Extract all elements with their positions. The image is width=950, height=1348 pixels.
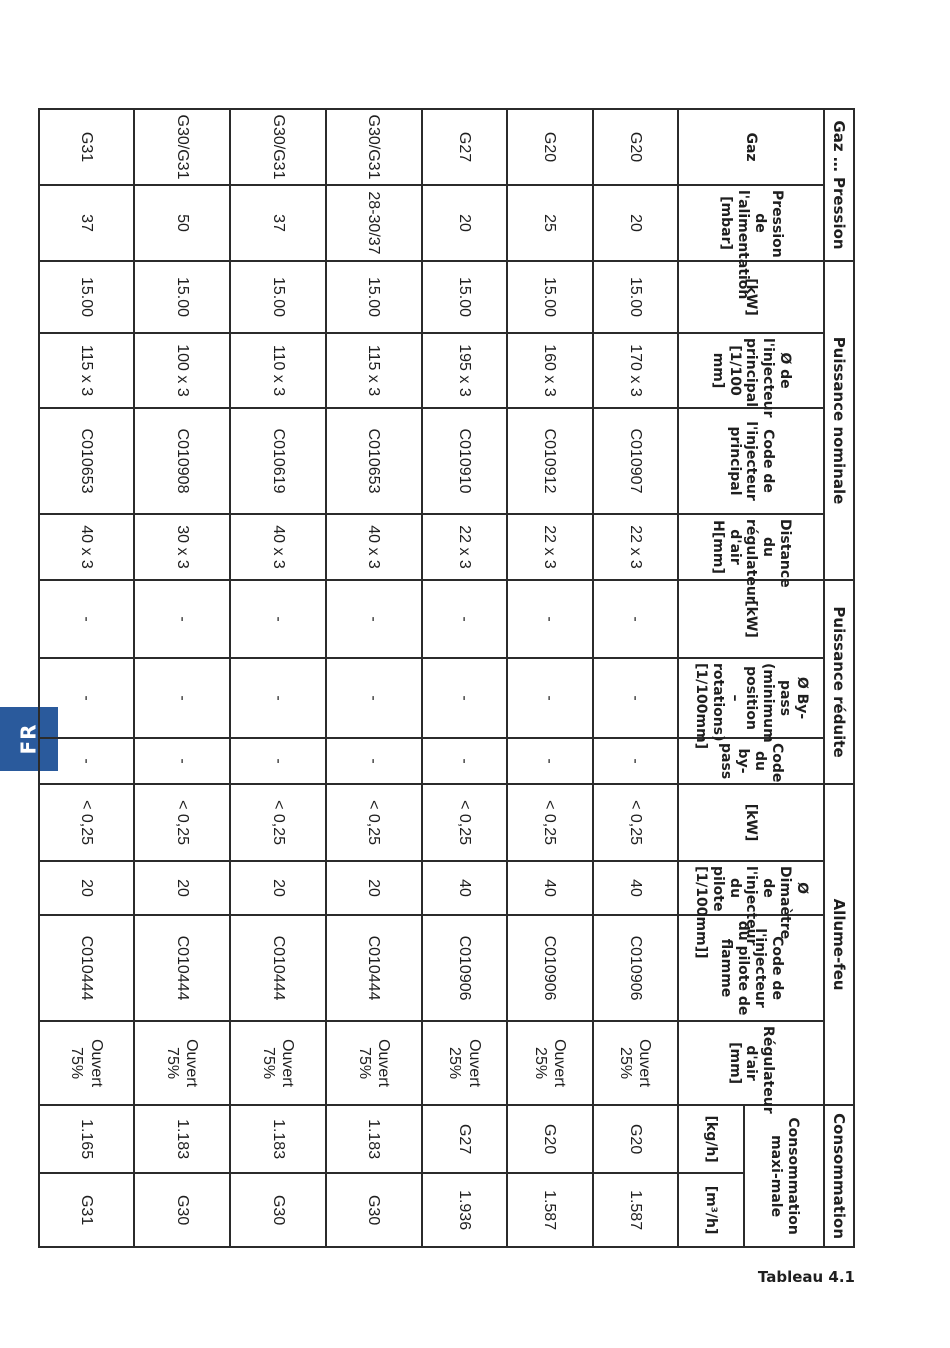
- header-regulateur-air: Régulateur d'air [mm]: [678, 1021, 824, 1105]
- cell-code: C010619: [230, 408, 326, 514]
- cell-pilote: 20: [39, 861, 135, 915]
- table-row: [422, 109, 507, 1247]
- header-distance-regulateur: Distance du régulateur d'air H[mm]: [678, 514, 824, 580]
- cell-code-pilote: C010444: [134, 915, 230, 1021]
- cell-bypass: -: [422, 658, 507, 738]
- table-wrapper: [68, 108, 855, 1286]
- cell-code-bypass: -: [39, 738, 135, 784]
- cell-kgh: 1.165: [39, 1105, 135, 1173]
- cell-m3h: G30: [230, 1173, 326, 1247]
- cell-m3h: 1.936: [422, 1173, 507, 1247]
- table-body: [39, 109, 678, 1247]
- cell-code: C010653: [326, 408, 422, 514]
- cell-diam: 195 x 3: [422, 333, 507, 408]
- cell-gaz: G27: [422, 109, 507, 185]
- table-row: [134, 109, 230, 1247]
- table-row: [326, 109, 422, 1247]
- cell-bypass: -: [593, 658, 678, 738]
- cell-pilote: 20: [230, 861, 326, 915]
- cell-pn-kw: 15.00: [326, 261, 422, 333]
- cell-pilote: 40: [593, 861, 678, 915]
- cell-regulateur: Ouvert 25%: [593, 1021, 678, 1105]
- cell-m3h: G30: [134, 1173, 230, 1247]
- header-code-pilote: Code de l'injecteur du pilote de flamme: [678, 915, 824, 1021]
- cell-distance: 22 x 3: [507, 514, 592, 580]
- cell-pn-kw: 15.00: [422, 261, 507, 333]
- cell-pression: 37: [230, 185, 326, 261]
- cell-bypass: -: [39, 658, 135, 738]
- cell-af-kw: < 0,25: [326, 784, 422, 861]
- cell-pression: 37: [39, 185, 135, 261]
- cell-pression: 20: [422, 185, 507, 261]
- cell-gaz: G20: [593, 109, 678, 185]
- cell-code-pilote: C010444: [326, 915, 422, 1021]
- cell-distance: 40 x 3: [326, 514, 422, 580]
- cell-distance: 40 x 3: [230, 514, 326, 580]
- language-tab-label: FR: [17, 723, 41, 755]
- cell-diam: 160 x 3: [507, 333, 592, 408]
- table-row: [507, 109, 592, 1247]
- cell-diam: 115 x 3: [326, 333, 422, 408]
- cell-gaz: G30/G31: [230, 109, 326, 185]
- cell-code-bypass: -: [326, 738, 422, 784]
- cell-regulateur: Ouvert 25%: [507, 1021, 592, 1105]
- cell-gaz: G31: [39, 109, 135, 185]
- header-unit-m3h: [m³/h]: [678, 1173, 744, 1247]
- header-diam-injecteur: Ø de l'injecteur principal [1/100 mm]: [678, 333, 824, 408]
- header-af-kw: [kW]: [678, 784, 824, 861]
- cell-pr-kw: -: [230, 580, 326, 658]
- cell-pn-kw: 15.00: [593, 261, 678, 333]
- cell-af-kw: < 0,25: [134, 784, 230, 861]
- cell-m3h: 1.587: [507, 1173, 592, 1247]
- header-bypass: Ø By-pass (minimum position – rotations) [1/100mm]: [678, 658, 824, 738]
- cell-code-bypass: -: [422, 738, 507, 784]
- cell-pression: 25: [507, 185, 592, 261]
- cell-diam: 110 x 3: [230, 333, 326, 408]
- cell-diam: 115 x 3: [39, 333, 135, 408]
- header-code-injecteur: Code de l'injecteur principal: [678, 408, 824, 514]
- cell-gaz: G30/G31: [134, 109, 230, 185]
- cell-code-bypass: -: [507, 738, 592, 784]
- cell-af-kw: < 0,25: [422, 784, 507, 861]
- cell-code-pilote: C010906: [593, 915, 678, 1021]
- cell-m3h: G31: [39, 1173, 135, 1247]
- cell-pr-kw: -: [326, 580, 422, 658]
- cell-code-bypass: -: [134, 738, 230, 784]
- cell-af-kw: < 0,25: [230, 784, 326, 861]
- cell-gaz: G30/G31: [326, 109, 422, 185]
- cell-bypass: -: [507, 658, 592, 738]
- table-rotated: [68, 108, 855, 1246]
- cell-pr-kw: -: [134, 580, 230, 658]
- cell-gaz: G20: [507, 109, 592, 185]
- cell-pn-kw: 15.00: [507, 261, 592, 333]
- table-row: [230, 109, 326, 1247]
- cell-pilote: 40: [422, 861, 507, 915]
- header-pression: Pression de l'alimentation [mbar]: [678, 185, 824, 261]
- cell-bypass: -: [326, 658, 422, 738]
- cell-af-kw: < 0,25: [507, 784, 592, 861]
- cell-bypass: -: [134, 658, 230, 738]
- cell-af-kw: < 0,25: [593, 784, 678, 861]
- cell-pression: 50: [134, 185, 230, 261]
- cell-m3h: 1.587: [593, 1173, 678, 1247]
- cell-code-pilote: C010444: [230, 915, 326, 1021]
- group-puissance-nominale: Puissance nominale: [824, 261, 854, 580]
- header-diam-pilote: Ø Dimaètre de l'injecteur du pilote [1/100mm]]: [678, 861, 824, 915]
- cell-pr-kw: -: [507, 580, 592, 658]
- cell-af-kw: < 0,25: [39, 784, 135, 861]
- cell-pn-kw: 15.00: [230, 261, 326, 333]
- cell-kgh: G27: [422, 1105, 507, 1173]
- cell-bypass: -: [230, 658, 326, 738]
- cell-code: C010908: [134, 408, 230, 514]
- group-consommation: Consommation: [824, 1105, 854, 1247]
- cell-regulateur: Ouvert 75%: [134, 1021, 230, 1105]
- table-row: [593, 109, 678, 1247]
- header-pn-kw: [kW]: [678, 261, 824, 333]
- cell-pr-kw: -: [593, 580, 678, 658]
- gas-settings-table: [38, 108, 855, 1248]
- header-conso-maxi: Consommation maxi-male: [744, 1105, 824, 1247]
- table-row: [39, 109, 135, 1247]
- cell-kgh: 1.183: [230, 1105, 326, 1173]
- cell-kgh: G20: [593, 1105, 678, 1173]
- cell-pilote: 20: [326, 861, 422, 915]
- cell-distance: 22 x 3: [422, 514, 507, 580]
- cell-distance: 40 x 3: [39, 514, 135, 580]
- cell-pn-kw: 15.00: [39, 261, 135, 333]
- cell-regulateur: Ouvert 75%: [326, 1021, 422, 1105]
- cell-regulateur: Ouvert 25%: [422, 1021, 507, 1105]
- cell-kgh: 1.183: [134, 1105, 230, 1173]
- cell-diam: 170 x 3: [593, 333, 678, 408]
- cell-pilote: 20: [134, 861, 230, 915]
- header-pr-kw: [kW]: [678, 580, 824, 658]
- cell-code: C010910: [422, 408, 507, 514]
- cell-distance: 30 x 3: [134, 514, 230, 580]
- header-gaz: Gaz: [678, 109, 824, 185]
- cell-kgh: 1.183: [326, 1105, 422, 1173]
- group-puissance-reduite: Puissance réduite: [824, 580, 854, 784]
- cell-code-pilote: C010444: [39, 915, 135, 1021]
- cell-code-bypass: -: [230, 738, 326, 784]
- cell-diam: 100 x 3: [134, 333, 230, 408]
- cell-pression: 20: [593, 185, 678, 261]
- cell-kgh: G20: [507, 1105, 592, 1173]
- cell-regulateur: Ouvert 75%: [230, 1021, 326, 1105]
- cell-code: C010907: [593, 408, 678, 514]
- header-code-bypass: Code du by-pass: [678, 738, 824, 784]
- cell-code: C010653: [39, 408, 135, 514]
- cell-code-pilote: C010906: [507, 915, 592, 1021]
- cell-pilote: 40: [507, 861, 592, 915]
- table-caption: Tableau 4.1: [757, 1268, 855, 1286]
- cell-pr-kw: -: [39, 580, 135, 658]
- header-unit-kgh: [kg/h]: [678, 1105, 744, 1173]
- cell-pn-kw: 15.00: [134, 261, 230, 333]
- group-allume-feu: Allume-feu: [824, 784, 854, 1105]
- cell-m3h: G30: [326, 1173, 422, 1247]
- cell-regulateur: Ouvert 75%: [39, 1021, 135, 1105]
- cell-pression: 28-30/37: [326, 185, 422, 261]
- cell-code-bypass: -: [593, 738, 678, 784]
- group-gaz-pression: Gaz … Pression: [824, 109, 854, 261]
- cell-code-pilote: C010906: [422, 915, 507, 1021]
- cell-distance: 22 x 3: [593, 514, 678, 580]
- cell-pr-kw: -: [422, 580, 507, 658]
- cell-code: C010912: [507, 408, 592, 514]
